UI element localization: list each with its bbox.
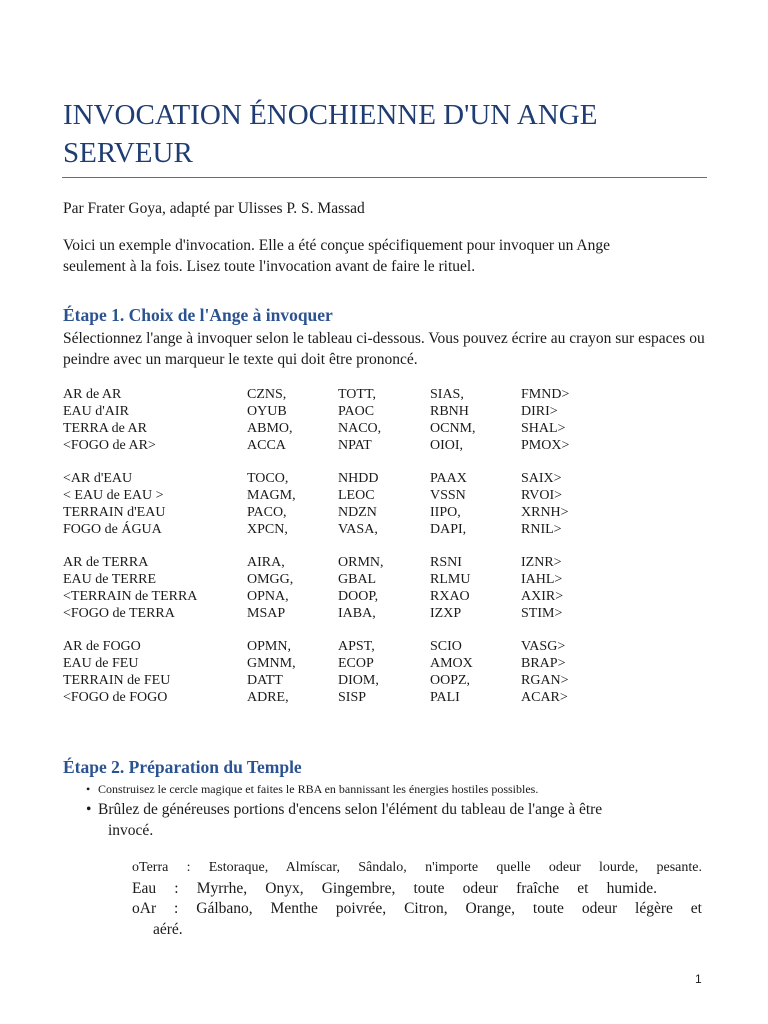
- angel-name-cell: IZNR>: [521, 555, 562, 570]
- angel-name-cell: GBAL: [338, 572, 377, 587]
- angel-name-cell: IZXP: [430, 606, 462, 621]
- angel-name-cell: RGAN>: [521, 673, 569, 688]
- angel-name-cell: NPAT: [338, 438, 372, 453]
- incense-ar-line: oAr : Gálbano, Menthe poivrée, Citron, Orange, toute odeur légère et: [132, 900, 702, 917]
- element-name-cell: AR de TERRA: [63, 555, 149, 570]
- angel-name-cell: SIAS,: [430, 387, 464, 402]
- element-name-cell: <AR d'EAU: [63, 471, 133, 486]
- bullet-marker: •: [86, 782, 91, 796]
- element-name-cell: AR de FOGO: [63, 639, 141, 654]
- angel-name-cell: OCNM,: [430, 421, 476, 436]
- angel-name-cell: NACO,: [338, 421, 382, 436]
- incense-terra: oTerra : Estoraque, Almíscar, Sândalo, n'importe quelle odeur lourde, pesante.: [132, 860, 702, 875]
- angel-name-cell: DIRI>: [521, 404, 558, 419]
- angel-name-cell: VASG>: [521, 639, 566, 654]
- angel-name-cell: ACAR>: [521, 690, 568, 705]
- angel-name-cell: PALI: [430, 690, 460, 705]
- bullet-text: Brûlez de généreuses portions d'encens selon l'élément du tableau de l'ange à être: [98, 801, 603, 818]
- bullet-text: Construisez le cercle magique et faites le RBA en bannissant les énergies hostiles possibles.: [98, 782, 539, 796]
- bullet-marker: •: [86, 801, 92, 818]
- bullet-item: [82, 780, 682, 799]
- angel-name-cell: PACO,: [247, 505, 287, 520]
- angel-name-cell: OPMN,: [247, 639, 291, 654]
- angel-name-cell: FMND>: [521, 387, 570, 402]
- angel-name-cell: VSSN: [430, 488, 466, 503]
- element-name-cell: TERRA de AR: [63, 421, 148, 436]
- page-number: 1: [695, 972, 702, 986]
- element-name-cell: TERRAIN d'EAU: [63, 505, 166, 520]
- author-line: Par Frater Goya, adapté par Ulisses P. S. Massad: [63, 200, 365, 217]
- element-name-cell: EAU d'AIR: [63, 404, 129, 419]
- angel-name-cell: OMGG,: [247, 572, 294, 587]
- angel-name-cell: AMOX: [430, 656, 473, 671]
- angel-name-cell: OYUB: [247, 404, 287, 419]
- element-name-cell: EAU de FEU: [63, 656, 139, 671]
- angel-name-cell: TOCO,: [247, 471, 289, 486]
- angel-name-cell: ORMN,: [338, 555, 384, 570]
- element-name-cell: <TERRAIN de TERRA: [63, 589, 198, 604]
- angel-name-cell: SAIX>: [521, 471, 562, 486]
- element-name-cell: <FOGO de AR>: [63, 438, 156, 453]
- angel-name-cell: RBNH: [430, 404, 469, 419]
- angel-name-cell: NHDD: [338, 471, 379, 486]
- angel-name-cell: OOPZ,: [430, 673, 471, 688]
- angel-name-cell: PAAX: [430, 471, 467, 486]
- angel-name-cell: RLMU: [430, 572, 471, 587]
- bullet-text-continuation: invocé.: [108, 822, 154, 839]
- angel-name-cell: SISP: [338, 690, 367, 705]
- angel-name-cell: PMOX>: [521, 438, 570, 453]
- incense-ar-line: aéré.: [153, 921, 183, 938]
- step1-paragraph: Sélectionnez l'ange à invoquer selon le tableau ci-dessous. Vous pouvez écrire au crayon sur espaces ou peindre avec un marqueur le texte qui doit être prononcé.: [63, 330, 705, 368]
- element-name-cell: <FOGO de FOGO: [63, 690, 168, 705]
- element-name-cell: FOGO de ÁGUA: [63, 522, 162, 537]
- angel-name-cell: MSAP: [247, 606, 286, 621]
- document-title: INVOCATION ÉNOCHIENNE D'UN ANGE SERVEUR: [63, 99, 598, 169]
- angel-name-cell: RVOI>: [521, 488, 562, 503]
- step1-heading: Étape 1. Choix de l'Ange à invoquer: [63, 305, 333, 325]
- angel-name-cell: MAGM,: [247, 488, 296, 503]
- angel-name-cell: ABMO,: [247, 421, 293, 436]
- angel-name-cell: IAHL>: [521, 572, 563, 587]
- angel-name-cell: AXIR>: [521, 589, 564, 604]
- element-name-cell: EAU de TERRE: [63, 572, 157, 587]
- angel-name-cell: APST,: [338, 639, 375, 654]
- angel-name-cell: DOOP,: [338, 589, 379, 604]
- angel-name-cell: OPNA,: [247, 589, 289, 604]
- intro-paragraph: Voici un exemple d'invocation. Elle a été conçue spécifiquement pour invoquer un Ange seulement à la fois. Lisez toute l'invocation avant de faire le rituel.: [63, 237, 610, 275]
- angel-name-cell: STIM>: [521, 606, 563, 621]
- angel-name-cell: XPCN,: [247, 522, 288, 537]
- incense-eau: Eau : Myrrhe, Onyx, Gingembre, toute odeur fraîche et humide.: [132, 880, 657, 897]
- angel-name-cell: DIOM,: [338, 673, 379, 688]
- angel-name-cell: IIPO,: [430, 505, 461, 520]
- step2-bullet-list: [82, 780, 682, 841]
- angel-name-cell: ACCA: [247, 438, 286, 453]
- angel-name-cell: PAOC: [338, 404, 375, 419]
- title-underline: [62, 177, 707, 178]
- angel-name-cell: ADRE,: [247, 690, 289, 705]
- angel-name-cell: GMNM,: [247, 656, 296, 671]
- angel-name-cell: DATT: [247, 673, 283, 688]
- angel-name-cell: LEOC: [338, 488, 375, 503]
- angel-name-cell: XRNH>: [521, 505, 569, 520]
- angel-name-cell: SHAL>: [521, 421, 566, 436]
- step2-heading: Étape 2. Préparation du Temple: [63, 757, 302, 777]
- angel-name-cell: AIRA,: [247, 555, 285, 570]
- angel-name-cell: RXAO: [430, 589, 470, 604]
- angel-name-cell: VASA,: [338, 522, 378, 537]
- element-name-cell: AR de AR: [63, 387, 122, 402]
- angel-name-cell: CZNS,: [247, 387, 287, 402]
- angel-name-cell: RSNI: [430, 555, 462, 570]
- angel-name-cell: BRAP>: [521, 656, 566, 671]
- angel-name-cell: OIOI,: [430, 438, 464, 453]
- angel-name-cell: SCIO: [430, 639, 462, 654]
- angel-name-cell: ECOP: [338, 656, 374, 671]
- element-name-cell: TERRAIN de FEU: [63, 673, 171, 688]
- angel-name-cell: DAPI,: [430, 522, 467, 537]
- incense-ar: [132, 898, 702, 940]
- element-name-cell: <FOGO de TERRA: [63, 606, 175, 621]
- angel-name-cell: NDZN: [338, 505, 377, 520]
- bullet-item: [82, 799, 682, 841]
- angel-name-cell: IABA,: [338, 606, 376, 621]
- angel-name-cell: RNIL>: [521, 522, 562, 537]
- element-name-cell: < EAU de EAU >: [63, 488, 164, 503]
- angel-name-cell: TOTT,: [338, 387, 376, 402]
